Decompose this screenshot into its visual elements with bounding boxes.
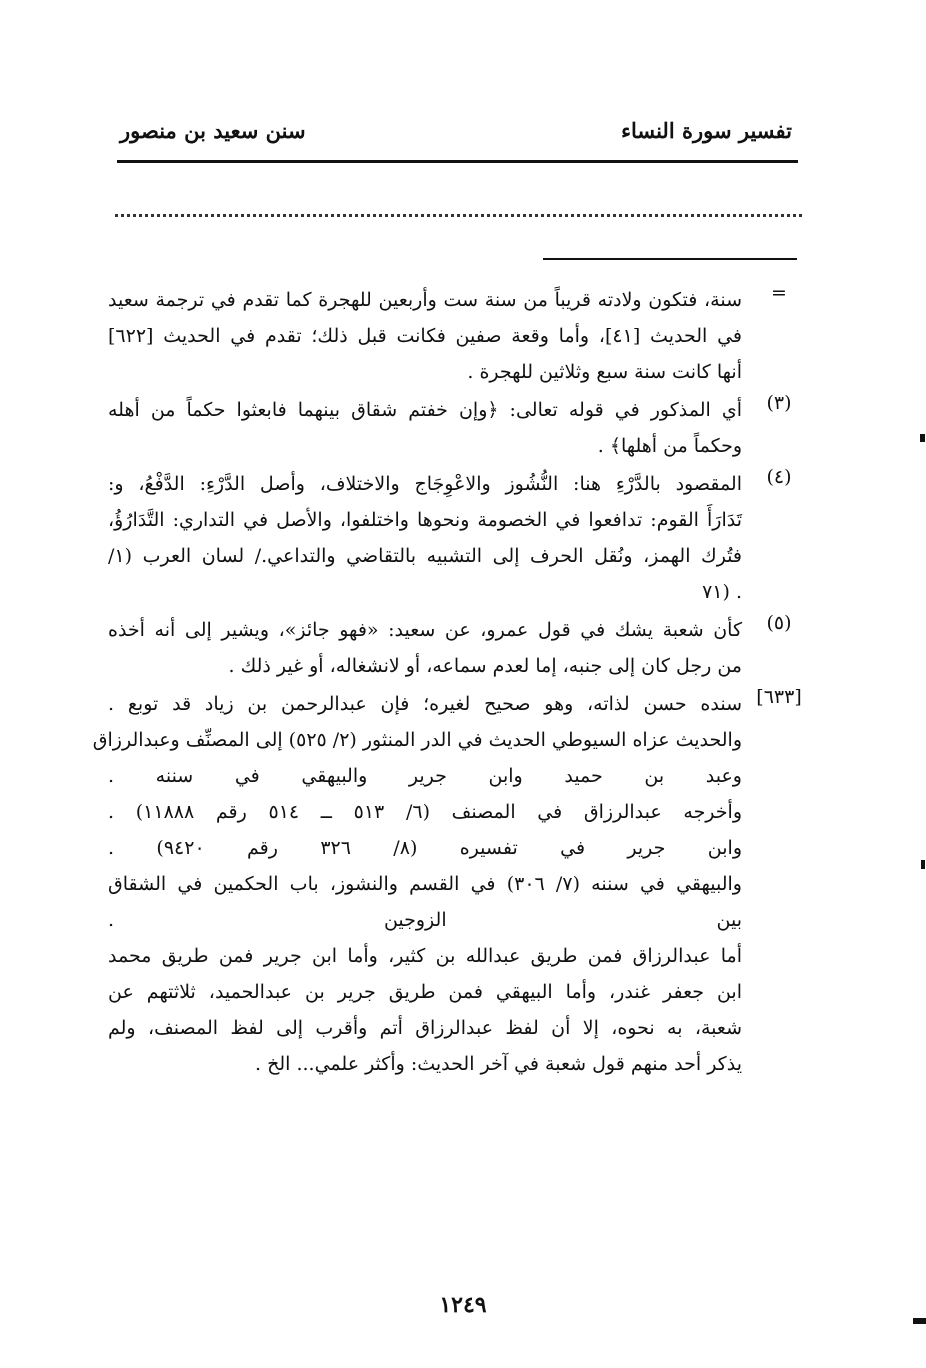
margin-mark	[920, 434, 925, 442]
footnote-marker: (٤)	[766, 466, 792, 488]
footnote-line: أي المذكور في قوله تعالى: ﴿وإن خفتم شقاق بينهما فابعثوا حكماً من أهله	[108, 399, 742, 421]
footnote-line: والحديث عزاه السيوطي الحديث في الدر المنثور (٢/ ٥٢٥) إلى المصنِّف وعبدالرزاق	[92, 729, 742, 751]
margin-mark	[913, 1318, 926, 1324]
footnote-line: بين الزوجين .	[108, 909, 742, 931]
footnote-line: كأن شعبة يشك في قول عمرو، عن سعيد: «فهو جائز»، ويشير إلى أنه أخذه	[108, 619, 742, 641]
footnote-line: فتُرك الهمز، ونُقل الحرف إلى التشبيه بالتقاضي والتداعي./ لسان العرب (١/	[108, 545, 742, 567]
footnote-line: المقصود بالدَّرْءِ هنا: النُّشُوز والاعْوِجَاج والاختلاف، وأصل الدَّرْءِ: الدَّفْعُ، و:	[108, 473, 742, 495]
footnote-line: في الحديث [٤١]، وأما وقعة صفين فكانت قبل ذلك؛ تقدم في الحديث [٦٢٢]	[108, 325, 742, 347]
footnote-line: وحكماً من أهلها﴾ .	[597, 435, 742, 457]
footnote-marker: (٥)	[766, 612, 792, 634]
dotted-separator	[115, 214, 802, 217]
footnote-line: وابن جرير في تفسيره (٨/ ٣٢٦ رقم ٩٤٢٠) .	[108, 837, 742, 859]
footnote-line: يذكر أحد منهم قول شعبة في آخر الحديث: وأكثر علمي... الخ .	[255, 1053, 742, 1075]
footnote-line: وعبد بن حميد وابن جرير والبيهقي في سننه .	[108, 765, 742, 787]
footnote-marker: (٣)	[766, 392, 792, 414]
footnote-rule	[543, 258, 797, 260]
header-book-title: سنن سعيد بن منصور	[120, 118, 306, 143]
footnote-line: سنده حسن لذاته، وهو صحيح لغيره؛ فإن عبدالرحمن بن زياد قد توبع .	[108, 693, 742, 715]
footnote-line: تَدَارَأَ القوم: تدافعوا في الخصومة ونحوها واختلفوا، والأصل في التداري: التَّدَارُؤُ،	[108, 509, 742, 531]
header-chapter-title: تفسير سورة النساء	[621, 118, 792, 143]
footnote-line: . (٧١	[702, 581, 742, 603]
header-rule	[117, 160, 798, 163]
footnote-line: سنة، فتكون ولادته قريباً من سنة ست وأربعين للهجرة كما تقدم في ترجمة سعيد	[108, 289, 742, 311]
footnote-line: والبيهقي في سننه (٧/ ٣٠٦) في القسم والنشوز، باب الحكمين في الشقاق	[108, 873, 742, 895]
page-number: ١٢٤٩	[439, 1292, 487, 1318]
footnote-marker: =	[771, 282, 787, 304]
footnote-line: أما عبدالرزاق فمن طريق عبدالله بن كثير، وأما ابن جرير فمن طريق محمد	[108, 945, 742, 967]
footnote-line: أنها كانت سنة سبع وثلاثين للهجرة .	[467, 361, 742, 383]
margin-mark	[921, 860, 925, 869]
footnote-line: ابن جعفر غندر، وأما البيهقي فمن طريق جرير بن عبدالحميد، ثلاثتهم عن	[108, 981, 742, 1003]
footnote-line: من رجل كان إلى جنبه، إما لعدم سماعه، أو لانشغاله، أو غير ذلك .	[228, 655, 742, 677]
footnote-line: وأخرجه عبدالرزاق في المصنف (٦/ ٥١٣ ــ ٥١٤ رقم ١١٨٨٨) .	[108, 801, 742, 823]
footnote-marker: [٦٣٣]	[756, 686, 802, 708]
footnote-line: شعبة، به نحوه، إلا أن لفظ عبدالرزاق أتم وأقرب إلى لفظ المصنف، ولم	[108, 1017, 742, 1039]
